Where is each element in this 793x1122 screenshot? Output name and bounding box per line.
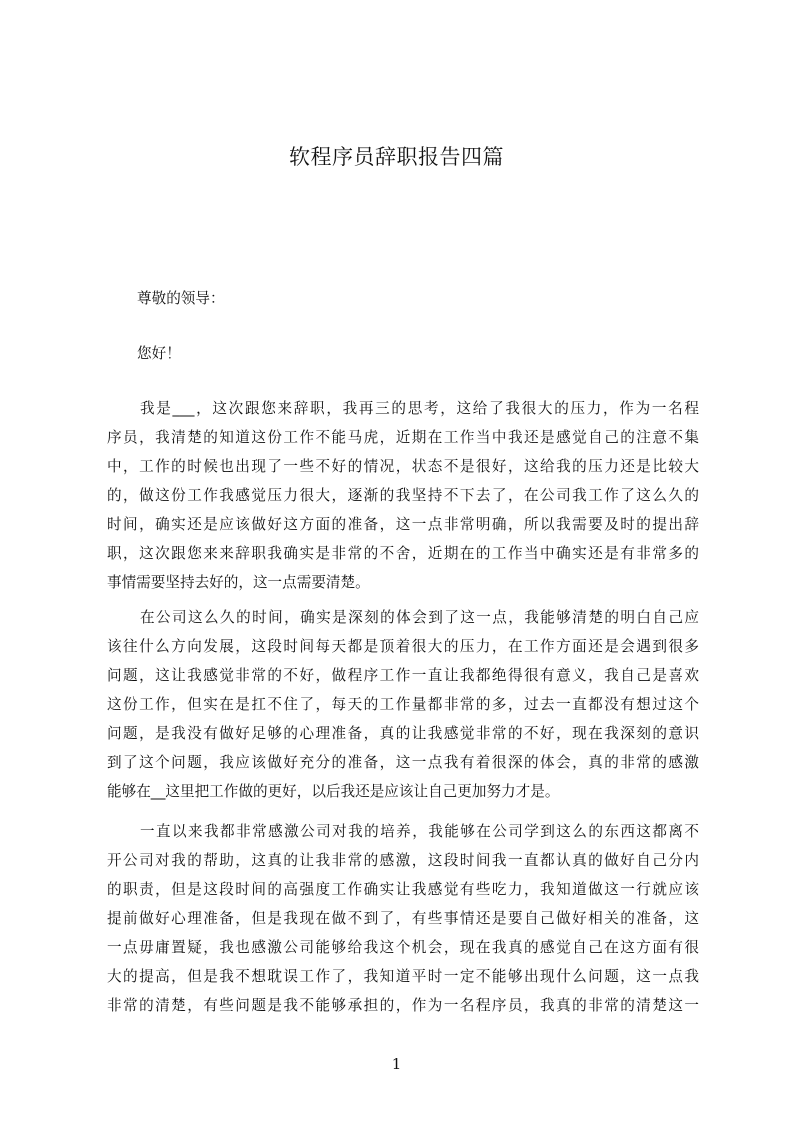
paragraph-line: 开公司对我的帮助，这真的让我非常的感激，这段时间我一直都认真的做好自己分内 bbox=[107, 852, 699, 869]
paragraph-line: 我是___，这次跟您来辞职，我再三的思考，这给了我很大的压力，作为一名程 bbox=[140, 400, 699, 417]
paragraph-2 bbox=[107, 608, 699, 811]
paragraph-line: 能够在__这里把工作做的更好，以后我还是应该让自己更加努力才是。 bbox=[107, 783, 560, 800]
paragraph-line: 该往什么方向发展，这段时间每天都是顶着很大的压力，在工作方面还是会遇到很多 bbox=[107, 638, 699, 655]
paragraph-line: 事情需要坚持去好的，这一点需要清楚。 bbox=[107, 574, 370, 591]
paragraph-line: 中，工作的时候也出现了一些不好的情况，状态不是很好，这给我的压力还是比较大 bbox=[107, 458, 699, 475]
greeting: 您好！ bbox=[137, 345, 181, 362]
paragraph-line: 的，做这份工作我感觉压力很大，逐渐的我坚持不下去了，在公司我工作了这么久的 bbox=[107, 487, 699, 504]
paragraph-line: 一点毋庸置疑，我也感激公司能够给我这个机会，现在我真的感觉自己在这方面有很 bbox=[107, 939, 699, 956]
salutation: 尊敬的领导： bbox=[137, 290, 225, 307]
paragraph-line: 问题，是我没有做好足够的心理准备，真的让我感觉非常的不好，现在我深刻的意识 bbox=[107, 725, 699, 742]
page-number: 1 bbox=[391, 1055, 402, 1073]
paragraph-line: 在公司这么久的时间，确实是深刻的体会到了这一点，我能够清楚的明白自己应 bbox=[140, 609, 699, 626]
paragraph-line: 到了这个问题，我应该做好充分的准备，这一点我有着很深的体会，真的非常的感激 bbox=[107, 754, 699, 771]
paragraph-line: 序员，我清楚的知道这份工作不能马虎，近期在工作当中我还是感觉自己的注意不集 bbox=[107, 429, 699, 446]
paragraph-line: 问题，这让我感觉非常的不好，做程序工作一直让我都绝得很有意义，我自己是喜欢 bbox=[107, 667, 699, 684]
document-title: 软程序员辞职报告四篇 bbox=[289, 145, 504, 169]
paragraph-line: 大的提高，但是我不想耽误工作了，我知道平时一定不能够出现什么问题，这一点我 bbox=[107, 968, 699, 985]
paragraph-line: 时间，确实还是应该做好这方面的准备，这一点非常明确，所以我需要及时的提出辞 bbox=[107, 516, 699, 533]
paragraph-line: 职，这次跟您来来辞职我确实是非常的不舍，近期在的工作当中确实还是有非常多的 bbox=[107, 545, 699, 562]
paragraph-line: 一直以来我都非常感激公司对我的培养，我能够在公司学到这么的东西这都离不 bbox=[140, 823, 699, 840]
paragraph-line: 这份工作，但实在是扛不住了，每天的工作量都非常的多，过去一直都没有想过这个 bbox=[107, 696, 699, 713]
paragraph-line: 提前做好心理准备，但是我现在做不到了，有些事情还是要自己做好相关的准备，这 bbox=[107, 910, 699, 927]
paragraph-3 bbox=[107, 822, 699, 1025]
paragraph-line: 非常的清楚，有些问题是我不能够承担的，作为一名程序员，我真的非常的清楚这一 bbox=[107, 997, 699, 1014]
paragraph-line: 的职责，但是这段时间的高强度工作确实让我感觉有些吃力，我知道做这一行就应该 bbox=[107, 881, 699, 898]
paragraph-1 bbox=[107, 399, 699, 602]
